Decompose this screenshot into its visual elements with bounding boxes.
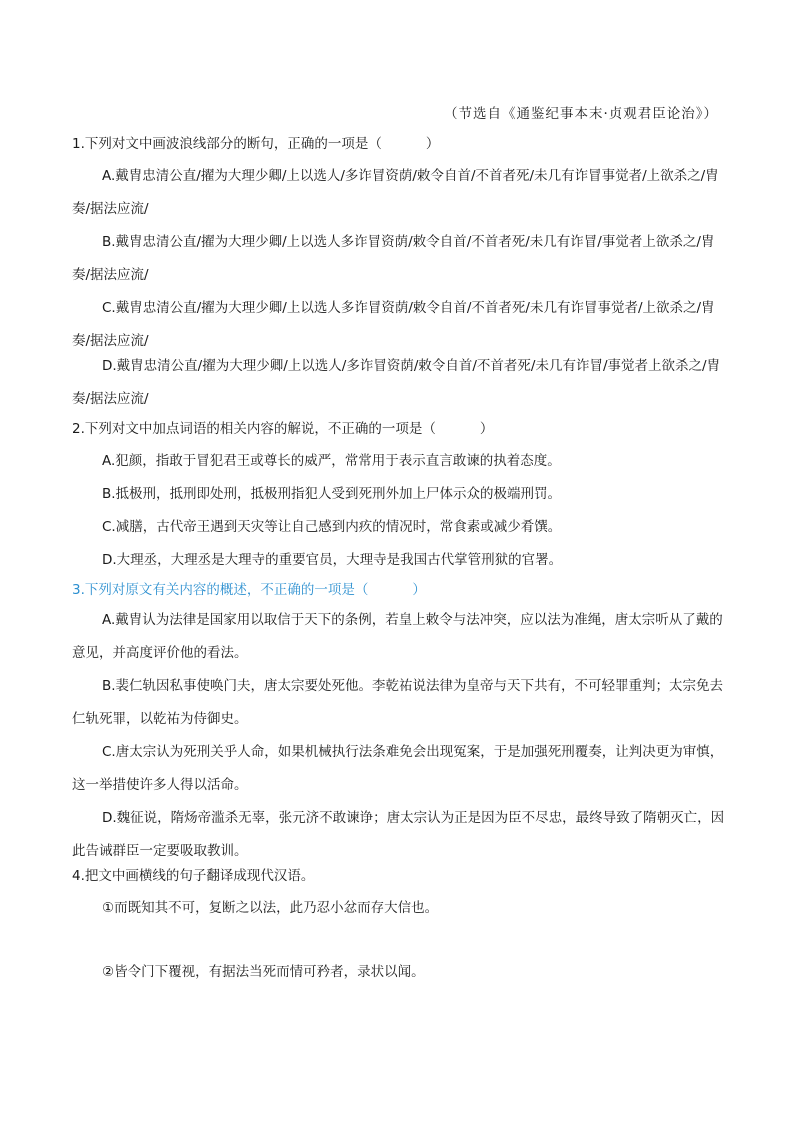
question-4-stem: 4.把文中画横线的句子翻译成现代汉语。 <box>72 868 315 884</box>
question-1-option-c: C.戴胄忠清公直/擢为大理少卿/上以选人多诈冒资荫/敕令自首/不首者死/未几有诈冒事觉者/上欲杀之/胄奏/据法应流/ <box>72 300 715 349</box>
question-1-option-a: A.戴胄忠清公直/擢为大理少卿/上以选人/多诈冒资荫/敕令自首/不首者死/未几有诈冒事觉者/上欲杀之/胄奏/据法应流/ <box>72 168 719 217</box>
question-2-option-c: C.减膳，古代帝王遇到天灾等让自己感到内疚的情况时，常食素或减少肴馔。 <box>102 519 562 535</box>
question-4-sentence-2: ②皆令门下覆视，有据法当死而情可矜者，录状以闻。 <box>102 964 425 980</box>
question-2-option-a: A.犯颜，指敢于冒犯君王或尊长的威严，常常用于表示直言敢谏的执着态度。 <box>102 453 561 469</box>
question-1-option-b: B.戴胄忠清公直/擢为大理少卿/上以选人多诈冒资荫/敕令自首/不首者死/未几有诈冒/事觉者上欲杀之/胄奏/据法应流/ <box>72 234 715 283</box>
question-3-option-c: C.唐太宗认为死刑关乎人命，如果机械执行法条难免会出现冤案，于是加强死刑覆奏，让判决更为审慎，这一举措使许多人得以活命。 <box>72 744 724 793</box>
question-1-stem: 1.下列对文中画波浪线部分的断句，正确的一项是（ ） <box>72 136 440 152</box>
question-2-option-b: B.抵极刑，抵刑即处刑，抵极刑指犯人受到死刑外加上尸体示众的极端刑罚。 <box>102 486 562 502</box>
question-2-stem: 2.下列对文中加点词语的相关内容的解说，不正确的一项是（ ） <box>72 421 494 437</box>
question-3-stem: 3.下列对原文有关内容的概述，不正确的一项是（ ） <box>72 582 426 598</box>
question-3-option-d: D.魏征说，隋炀帝滥杀无辜，张元济不敢谏诤；唐太宗认为正是因为臣不尽忠，最终导致了隋朝灭亡，因此告诫群臣一定要吸取教训。 <box>72 810 725 859</box>
question-1-option-d: D.戴胄忠清公直/擢为大理少卿/上以选人/多诈冒资荫/敕令自首/不首者死/未几有诈冒/事觉者上欲杀之/胄奏/据法应流/ <box>72 358 721 407</box>
question-2-option-d: D.大理丞，大理丞是大理寺的重要官员，大理寺是我国古代掌管刑狱的官署。 <box>102 552 563 568</box>
question-3-option-b: B.裴仁轨因私事使唤门夫，唐太宗要处死他。李乾祐说法律为皇帝与天下共有，不可轻罪重判；太宗免去仁轨死罪，以乾祐为侍御史。 <box>72 678 724 727</box>
question-4-sentence-1: ①而既知其不可，复断之以法，此乃忍小忿而存大信也。 <box>102 900 439 916</box>
question-3-option-a: A.戴胄认为法律是国家用以取信于天下的条例，若皇上敕令与法冲突，应以法为准绳，唐太宗听从了戴的意见，并高度评价他的看法。 <box>72 612 723 661</box>
source-citation: （节选自《通鉴纪事本末·贞观君臣论治》） <box>443 106 718 122</box>
